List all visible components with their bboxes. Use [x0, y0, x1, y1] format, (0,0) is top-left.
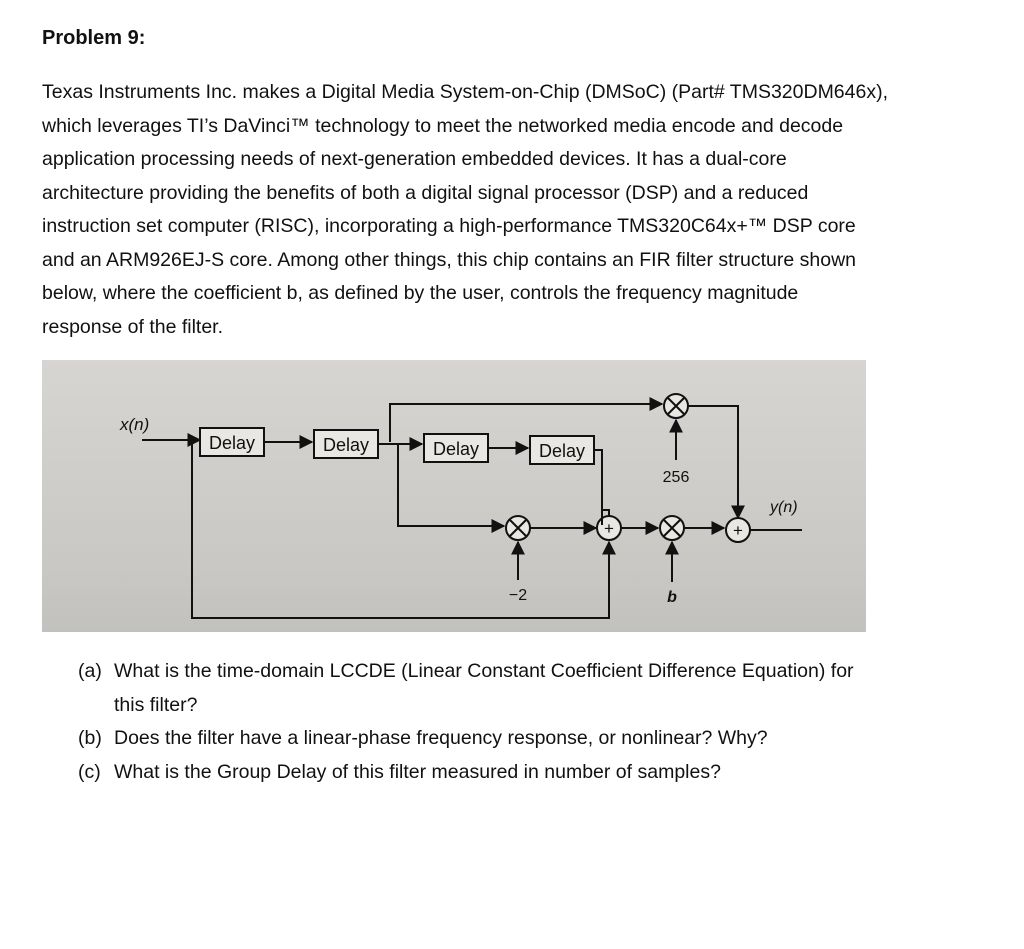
question-item [78, 655, 978, 722]
delay-label: Delay [322, 435, 370, 455]
delay-label: Delay [208, 433, 256, 453]
delay-block-2 [314, 430, 378, 458]
intro-line: and an ARM926EJ-S core. Among other things, this chip contains an FIR filter structure shown [42, 248, 856, 271]
question-letter: (b) [78, 727, 102, 749]
question-item [78, 722, 978, 756]
question-text: What is the time-domain LCCDE (Linear Constant Coefficient Difference Equation) for [114, 660, 854, 682]
adder-symbol: + [604, 519, 614, 538]
delay-label: Delay [538, 441, 586, 461]
intro-line: below, where the coefficient b, as defined by the user, controls the frequency magnitude [42, 282, 799, 304]
input-label: x(n) [120, 415, 150, 434]
multiplier-mid [506, 516, 530, 540]
coef-256-label: 256 [662, 469, 690, 486]
question-list [78, 655, 978, 789]
question-text-cont: this filter? [114, 693, 198, 716]
delay-block-3 [424, 434, 488, 462]
multiplier-b [660, 516, 684, 540]
adder-symbol: + [733, 521, 743, 540]
coef-b-label: b [667, 589, 677, 606]
intro-line: instruction set computer (RISC), incorporating a high-performance TMS320C64x+™ DSP core [42, 215, 856, 237]
top-to-adder-path [688, 406, 738, 518]
question-text: What is the Group Delay of this filter measured in number of samples? [114, 760, 721, 783]
intro-line: response of the filter. [42, 315, 224, 338]
output-label: y(n) [770, 499, 798, 516]
adder-2 [726, 518, 750, 542]
question-letter: (c) [78, 760, 101, 783]
delay-block-4 [530, 436, 594, 464]
problem-intro [42, 76, 982, 344]
delay-label: Delay [432, 439, 480, 459]
adder-1 [597, 516, 621, 540]
intro-line: which leverages TI’s DaVinci™ technology to meet the networked media encode and decode [42, 114, 844, 137]
intro-line: Texas Instruments Inc. makes a Digital Media System-on-Chip (DMSoC) (Part# TMS320DM646x), [42, 81, 889, 103]
intro-line: architecture providing the benefits of both a digital signal processor (DSP) and a reduced [42, 181, 809, 204]
coef-neg2-label: −2 [508, 587, 528, 604]
fir-filter-diagram-photo [42, 360, 866, 632]
question-item [78, 756, 978, 790]
question-text: Does the filter have a linear-phase frequency response, or nonlinear? Why? [114, 727, 768, 749]
problem-title: Problem 9: [42, 27, 146, 49]
delay4-output-path [594, 450, 602, 525]
question-letter: (a) [78, 660, 102, 682]
fir-filter-diagram [42, 360, 866, 632]
multiplier-top [664, 394, 688, 418]
intro-line: application processing needs of next-generation embedded devices. It has a dual-core [42, 148, 787, 170]
delay-block-1 [200, 428, 264, 456]
